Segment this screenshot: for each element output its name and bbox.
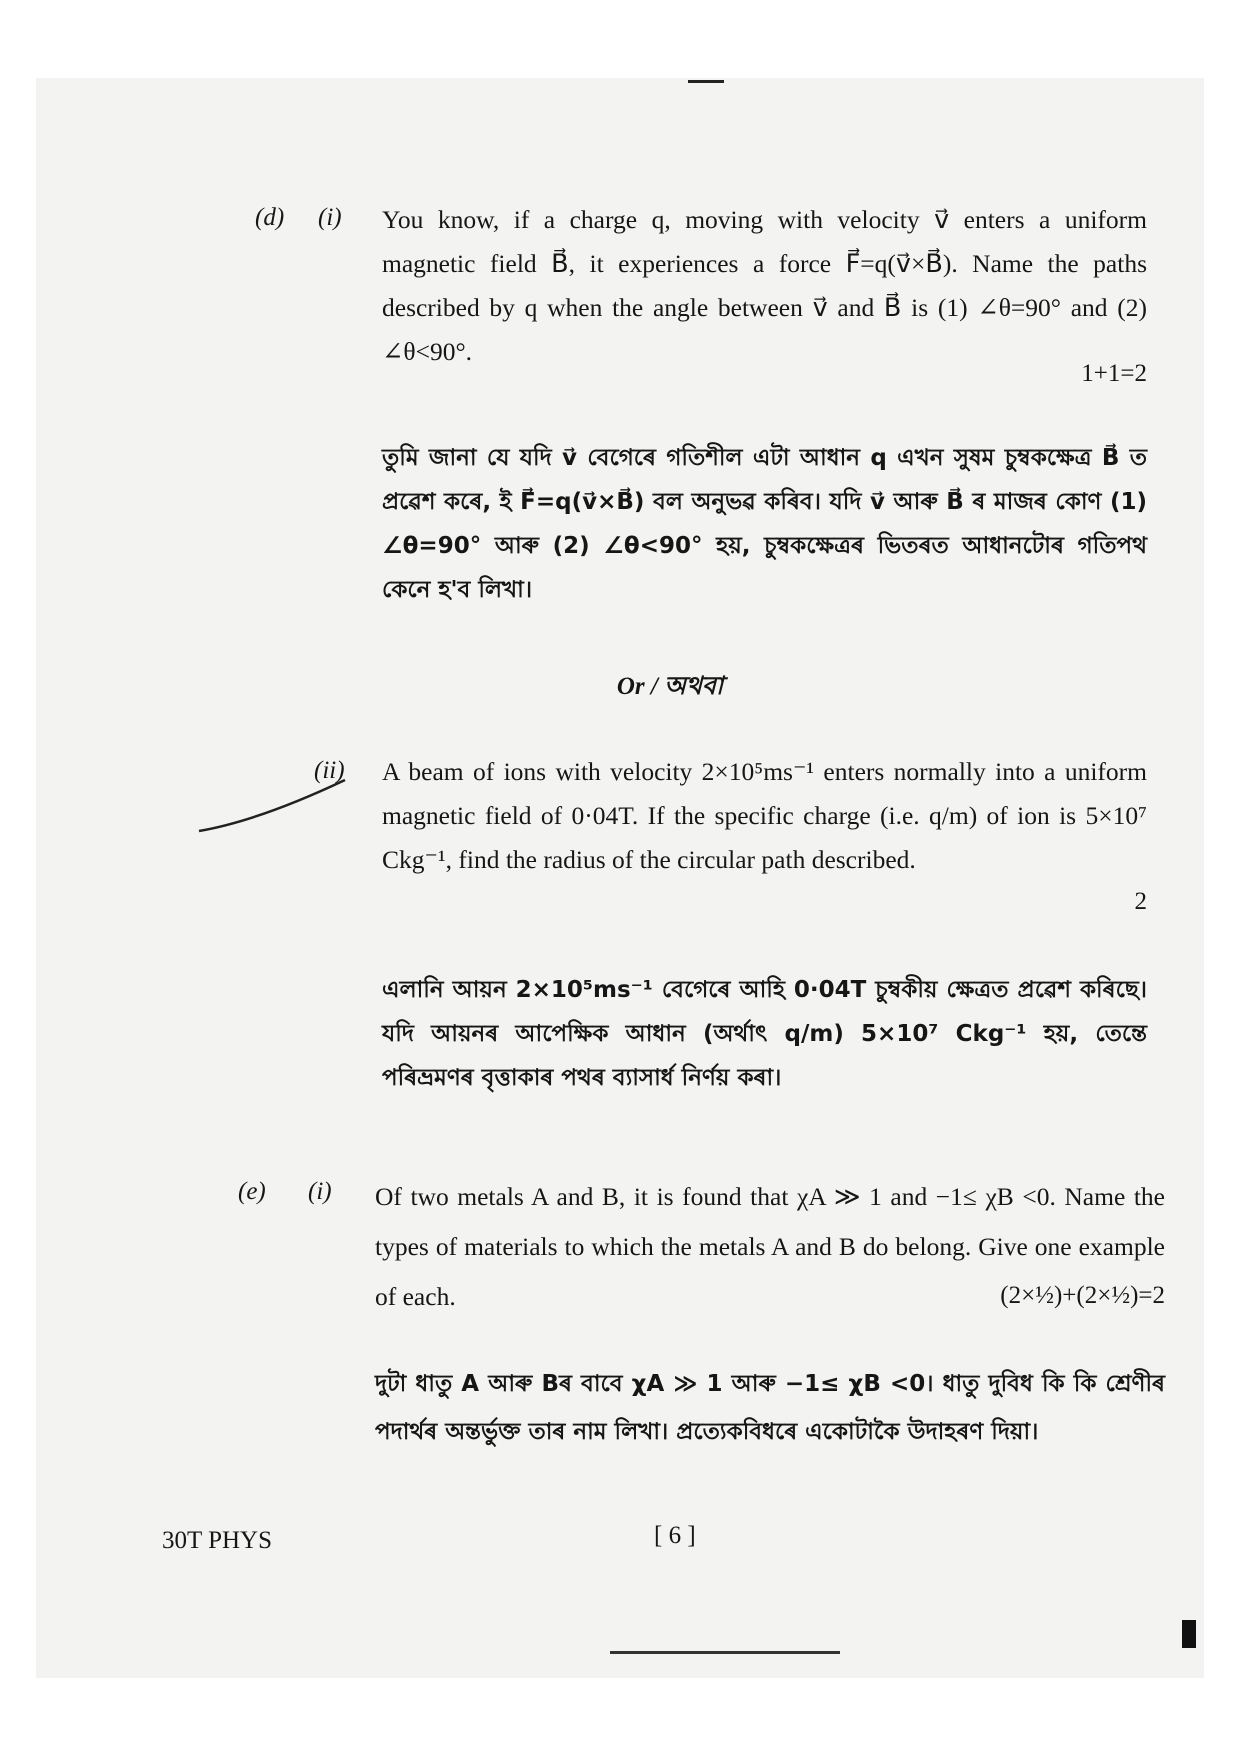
page-number: [ 6 ] — [654, 1522, 696, 1549]
question-d-ii-english: A beam of ions with velocity 2×10⁵ms⁻¹ enters normally into a uniform magnetic field of 0·04T. If the specific charge (i.e. q/m) of ion is 5×10⁷ Ckg⁻¹, find the radius of the circular path described. — [382, 757, 1147, 874]
question-d-ii-assamese: এলানি আয়ন 2×10⁵ms⁻¹ বেগেৰে আহি 0·04T চুম্বকীয় ক্ষেত্ৰত প্ৰৱেশ কৰিছে। যদি আয়নৰ আপেক্ষিক আধান (অৰ্থাৎ q/m) 5×10⁷ Ckg⁻¹ হয়, তেন্তে পৰিভ্ৰমণৰ বৃত্তাকাৰ পথৰ ব্যাসাৰ্ধ নিৰ্ণয় কৰা। — [382, 977, 1147, 1091]
question-e-i-marks: (2×½)+(2×½)=2 — [1000, 1282, 1165, 1309]
section-e-label: (e) — [238, 1178, 266, 1205]
corner-scan-mark — [1182, 1620, 1196, 1648]
question-d-i-assamese: তুমি জানা যে যদি v⃗ বেগেৰে গতিশীল এটা আধান q এখন সুষম চুম্বকক্ষেত্ৰ B⃗ ত প্ৰৱেশ কৰে, ই F⃗=q(v⃗×B⃗) বল অনুভৱ কৰিব। যদি v⃗ আৰু B⃗ ৰ মাজৰ কোণ (1) ∠θ=90° আৰু (2) ∠θ<90° হয়, চুম্বকক্ষেত্ৰৰ ভিতৰত আধানটোৰ গতিপথ কেনে হ'ব লিখা। — [382, 445, 1147, 603]
part-d-ii-label: (ii) — [314, 757, 345, 784]
question-d-i-english: You know, if a charge q, moving with velocity v⃗ enters a uniform magnetic field B⃗, it experiences a force F⃗=q(v⃗×B⃗). Name the paths described by q when the angle between v⃗ and B⃗ is (1) ∠θ=90° and (2) ∠θ<90°. — [382, 205, 1147, 366]
question-e-i-assamese: দুটা ধাতু A আৰু Bৰ বাবে χA ≫ 1 আৰু −1≤ χB <0। ধাতু দুবিধ কি কি শ্ৰেণীৰ পদাৰ্থৰ অন্তৰ্ভুক্ত তাৰ নাম লিখা। প্ৰত্যেকবিধৰে একোটাকৈ উদাহৰণ দিয়া। — [375, 1371, 1165, 1445]
question-d-ii-marks: 2 — [1134, 888, 1147, 915]
part-e-i-label: (i) — [308, 1178, 332, 1205]
top-scan-mark — [688, 80, 724, 83]
section-d-label: (d) — [255, 204, 285, 231]
or-divider-label: Or / অথবা — [616, 673, 724, 700]
footer-code: 30T PHYS — [162, 1527, 272, 1554]
bottom-scan-mark — [610, 1651, 840, 1654]
part-d-i-label: (i) — [318, 204, 342, 231]
question-d-i-marks: 1+1=2 — [1081, 360, 1147, 387]
pen-stroke-mark — [195, 776, 355, 836]
question-e-i-english: Of two metals A and B, it is found that χA ≫ 1 and −1≤ χB <0. Name the types of materials to which the metals A and B do belong. Give one example of each. — [375, 1182, 1165, 1311]
